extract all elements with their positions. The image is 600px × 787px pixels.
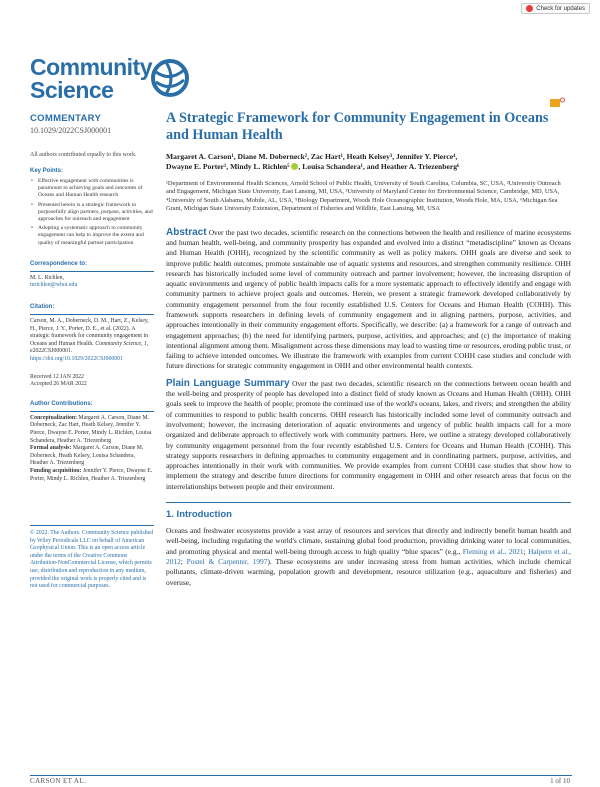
check-updates-icon: [526, 5, 533, 12]
pls-text: Over the past two decades, scientific research on the connections between ocean health and the well-being and prosperity of people has developed into a distinct field of study known as Oceans and Human Health (OHH). OHH goals seek to improve the health of people; promote the continued use of the world's oceans, lakes, and rivers; and strengthen the ability of communities to respond to public health concerns. OHH research has historically included some level of community outreach and involvement; however, the increasing deterioration of aquatic environments and urgency of public health impacts call for a more organized and deliberate approach to effectively work with community partners. Here, we outline a strategy developed collaboratively by community engagement personnel from the four recently established U.S. Centers for Oceans and Human Health (COHH). This strategy supports researchers in defining approaches to community engagement and in coordinating partners, purpose, activities, and approaches intentionally in their work with communities. We provide examples from current COHH case studies that show how to implement the strategy and describe future directions for community engagement in OHH and other research areas that focus on the interrelationships between people and their environment.: [166, 378, 571, 491]
journal-name-line2: Science: [30, 77, 114, 103]
received-date: Received 12 JAN 2022: [30, 373, 84, 380]
key-point: • Effective engagement with communities is paramount to achieving goals and outcomes of Oceans and Human Health research: [30, 178, 154, 200]
citation-doi-link[interactable]: https://doi.org/10.1029/2022CSJ000001: [30, 355, 123, 362]
pls-heading: Plain Language Summary: [166, 377, 290, 389]
correspondence-heading: Correspondence to:: [30, 260, 88, 267]
authors-text: , Louisa Schandera¹, and Heather A. Triezenberg⁶: [298, 162, 460, 171]
authors-line: [166, 162, 571, 172]
article-doi: 10.1029/2022CSJ000001: [30, 126, 112, 135]
intro-text: Oceans and freshwater ecosystems provide a vast array of resources and services that directly and indirectly benefit human health and well-being, including regulating the world's climate, sustaining global food production, providing drinking water to local communities, and promoting physical and mental well-being through access to high quality “blue spaces” (e.g.,: [166, 526, 571, 556]
citation-tail: , e2022CSJ000001.: [30, 340, 149, 355]
key-points-heading: Key Points:: [30, 168, 64, 174]
citation-link[interactable]: Halpern et al., 2012: [166, 546, 571, 566]
license-text: © 2022. The Authors. Community Science published by Wiley Periodicals LLC on behalf of American Geophysical Union. This is an open access article under the terms of the Creative Commons Attribution-NonCommercial License, which permits use, distribution and reproduction in any medium, provided the original work is properly cited and is not used for commercial purposes.: [30, 530, 154, 590]
contribution-names: Jennifer Y. Pierce, Dwayne E. Porter, Mindy L. Richlen, Heather A. Triezenberg: [30, 467, 153, 482]
key-point: • Adopting a systematic approach to community engagement can help to improve the extent and quality of meaningful partner participation: [30, 225, 154, 247]
authors-line: Margaret A. Carson¹, Diane M. Doberneck², Zac Hart¹, Heath Kelsey³, Jennifer Y. Pierce⁴,: [166, 152, 458, 161]
check-for-updates-button[interactable]: [521, 3, 590, 14]
contribution-note: All authors contributed equally to this work.: [30, 152, 137, 158]
contribution-names: Margaret A. Carson, Diane M. Doberneck, Zac Hart, Heath Kelsey, Jennifer Y. Pierce, Dwayne E. Porter, Mindy L. Richlen, Louisa Schandera, Heather A. Triezenberg: [30, 414, 152, 444]
intro-text: ;: [180, 556, 187, 566]
introduction-text: [166, 526, 571, 588]
intro-text: ;: [523, 546, 529, 556]
article-type: COMMENTARY: [30, 113, 102, 124]
divider: [30, 525, 154, 526]
citation-link[interactable]: Postel & Carpenter, 1997: [186, 556, 268, 566]
contribution-entry: [30, 445, 154, 468]
accepted-date: Accepted 26 MAR 2022: [30, 381, 87, 388]
contribution-role: Conceptualization:: [30, 414, 78, 421]
citation-text: Carson, M. A., Doberneck, D. M., Hart, Z., Kelsey, H., Pierce, J. Y., Porter, D. E., et al. (2022). A strategic framework for community engagement in Oceans and Human Health.: [30, 318, 149, 347]
article-main: [166, 110, 571, 588]
divider: [30, 271, 154, 272]
abstract-text: Over the past two decades, scientific research on the connections between the health and resilience of marine ecosystems and human health, well-being, and community prosperity has expanded and evolved into a distinct “metadiscipline” known as Oceans and Human Health (OHH), recognized by the scientific community as well as policy makers. OHH goals are diverse and seek to improve public health outcomes, promote sustainable use of aquatic systems and resources, and strengthen community resilience. OHH research has historically included some level of community outreach and partner involvement; however, the increasing disruption of aquatic environments and urgency of public health impacts calls for a more systematic approach to effectively identify and engage with community partners to achieve project goals and outcomes. Herein, we present a strategic framework developed collaboratively by community engagement personnel from the four recently established U.S. Centers for Oceans and Human Health (COHH). This framework supports researchers in defining levels of community engagement and in aligning partners, purpose, activities, and approaches intentionally in their community engagement efforts. Specifically, we describe: (a) a framework for a range of outreach and engagement approaches; (b) the need for identifying partners, purpose, activities, and approaches; and (c) the importance of making intentional alignment among them. Misalignment across these dimensions may lead to wasting time or resources, eroding public trust, or failing to achieve intended outcomes. We illustrate the framework with examples from current COHH case studies and conclude with future directions for strategic community engagement in OHH and other environmental health contexts.: [166, 227, 571, 371]
footer-authors: CARSON ET AL.: [30, 777, 87, 785]
article-title: A Strategic Framework for Community Engagement in Oceans and Human Health: [166, 110, 549, 143]
authors-text: Dwayne E. Porter¹, Mindy L. Richlen⁵: [166, 162, 290, 171]
open-access-icon: [550, 97, 566, 108]
page-number: 1 of 10: [550, 777, 570, 785]
plain-language-summary: [166, 379, 571, 492]
citation-block: [30, 318, 154, 364]
abstract-heading: Abstract: [166, 226, 207, 238]
divider: [30, 314, 154, 315]
sidebar: [30, 113, 154, 591]
journal-name-line1: Community: [30, 54, 152, 80]
citation-heading: Citation:: [30, 304, 55, 311]
affiliations: ¹Department of Environmental Health Sciences, Arnold School of Public Health, University of South Carolina, Columbia, SC, USA, ²University Outreach and Engagement, Michigan State University, East Lansing, MI, USA, ³University of Maryland Center for Environmental Science, Cambridge, MD, USA, ⁴University of South Alabama, Mobile, AL, USA, ⁵Biology Department, Woods Hole Oceanographic Institution, Woods Hole, MA, USA, ⁶Michigan Sea Grant, Michigan State University Extension, Department of Fisheries and Wildlife, East Lansing, MI, USA: [166, 180, 561, 213]
introduction-heading: 1. Introduction: [166, 509, 232, 521]
contributions-heading: Author Contributions:: [30, 400, 93, 407]
check-updates-label: Check for updates: [536, 5, 585, 12]
key-points-list: [30, 178, 154, 247]
divider: [30, 411, 154, 412]
correspondence-email[interactable]: mrichlen@whoi.edu: [30, 282, 78, 289]
globe-logo-icon: [150, 58, 190, 98]
citation-link[interactable]: Fleming et al., 2021: [462, 546, 524, 556]
contribution-names: Margaret A. Carson, Diane M. Doberneck, Heath Kelsey, Louisa Schandera, Heather A. Triezenberg: [30, 445, 144, 467]
intro-text: ). These ecosystems are under increasing stress from human activities, which include chemical pollutants, climate-driven warming, population growth and development, resource utilization (e.g., aquaculture and fisheries) and overuse,: [166, 556, 572, 587]
footer-divider: [30, 775, 572, 776]
contribution-entry: [30, 415, 154, 445]
contribution-entry: [30, 468, 154, 483]
author-list: [166, 152, 571, 172]
divider: [166, 502, 571, 503]
contribution-role: Funding acquisition:: [30, 467, 82, 474]
key-point: • Presented herein is a strategic framework to purposefully align partners, purpose, activities, and approaches for outreach and engagement: [30, 202, 154, 224]
citation-journal: Community Science, 1: [95, 340, 147, 347]
correspondence-name: M. L. Richlen,: [30, 274, 64, 281]
contribution-role: Formal analysis:: [30, 445, 72, 452]
abstract: [166, 228, 571, 372]
